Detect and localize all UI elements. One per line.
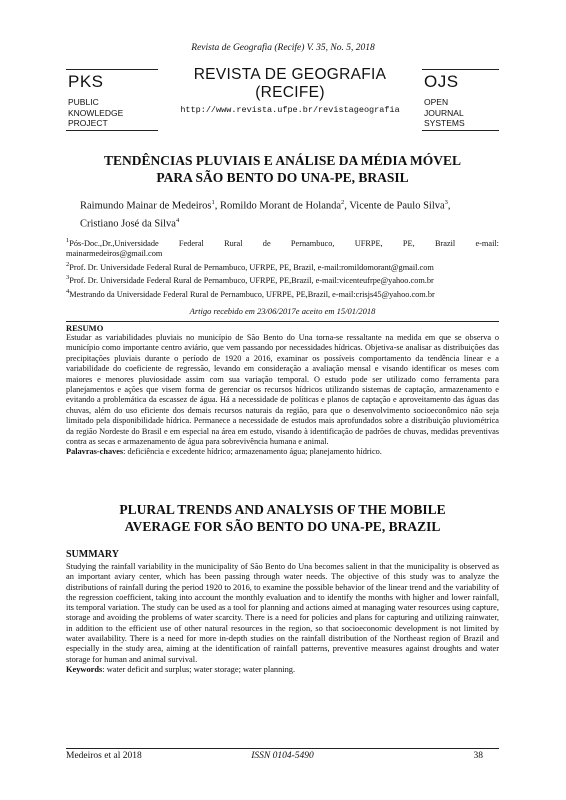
page-number: 38 [473, 751, 483, 761]
affiliation-sup: 2 [66, 260, 70, 268]
author-name: Raimundo Mainar de Medeiros [80, 200, 212, 212]
journal-header [66, 62, 499, 138]
footer-issn: ISSN 0104-5490 [251, 751, 314, 761]
summary-body [66, 562, 499, 675]
keywords-pt-label: Palavras-chaves [66, 447, 124, 457]
summary-text: Studying the rainfall variability in the municipality of São Bento do Una becomes salient in that the municipality is observed as an important aviary center, which has been passing through water needs. The objective of this study was to analyze the distributions of rainfall during the period 1920 to 2016, to examine the possible behavior of the linear trend and the variability of the regression coefficient, taking into account the monthly evaluation and to identify the months with higher and lower rainfall, its temporal variation. The study can be used as a tool for planning and actions aimed at managing water resources using capture, storage and avoiding the problems of water scarcity. There is a need for policies and plans for capturing and utilizing rainwater, in addition to the efficient use of other natural resources in the region, so that socioeconomic development is not limited by water availability. There is a need for more in-depth studies on the rainfall distribution of the Northeast region of Brazil and especially in the study area, aiming at the identification of rainfall patterns, preventive measures against droughts and water storage for human and animal survival. [66, 562, 499, 664]
author-sup: 2 [341, 199, 345, 206]
keywords-en-label: Keywords [66, 664, 103, 674]
summary-heading: SUMMARY [66, 549, 119, 560]
journal-title-line2: (RECIFE) [255, 84, 325, 101]
affiliation-1-line2: mainarmedeiros@gmail.com [66, 249, 163, 259]
author-sup: 4 [175, 216, 180, 224]
affiliation-sup: 1 [66, 237, 70, 244]
pks-logo: PKS [68, 72, 104, 91]
article-title-pt-line2: PARA SÃO BENTO DO UNA-PE, BRASIL [156, 170, 409, 185]
affiliation-4 [66, 287, 499, 300]
resumo-divider [66, 321, 499, 322]
author-separator: , [214, 200, 221, 212]
author-sup: 1 [211, 199, 215, 206]
journal-url-link[interactable]: http://www.revista.ufpe.br/revistageografia [180, 105, 400, 115]
affiliation-text: Pós-Doc.,Dr.,Universidade Federal Rural de Pernambuco, UFRPE, PE, Brazil e-mail: [69, 238, 499, 248]
ojs-caption: OPEN JOURNAL SYSTEMS [424, 97, 465, 128]
author-name: Romildo Morant de Holanda [220, 200, 342, 212]
footer-author: Medeiros et al 2018 [66, 751, 142, 761]
keywords-en: : water deficit and surplus; water storage; water planning. [102, 664, 296, 674]
footer-divider [66, 748, 499, 749]
article-title-en [66, 501, 499, 535]
received-date: Artigo recebido em 23/06/2017e aceito em 15/01/2018 [189, 306, 376, 316]
affiliation-sup: 3 [66, 274, 70, 282]
journal-title-line1: REVISTA DE GEOGRAFIA [193, 66, 387, 83]
author-list [80, 196, 490, 231]
affiliation-2 [66, 260, 499, 273]
affiliation-text: Prof. Dr. Universidade Federal Rural de Pernambuco, UFRPE, PE,Brazil, e-mail:vicenteufrpe@yahoo.com.br [69, 276, 434, 286]
author-sup: 3 [444, 199, 448, 206]
ojs-logo: OJS [424, 72, 459, 91]
affiliation-1-line1 [66, 236, 499, 249]
article-title-pt-line1: TENDÊNCIAS PLUVIAIS E ANÁLISE DA MÉDIA MÓVEL [103, 153, 462, 168]
affiliation-text: Prof. Dr. Universidade Federal Rural de Pernambuco, UFRPE, PE, Brazil, e-mail:romildomorant@gmail.com [69, 262, 434, 272]
author-separator: , [447, 200, 451, 212]
article-title-en-line2: AVERAGE FOR SÃO BENTO DO UNA-PE, BRAZIL [124, 519, 441, 534]
author-separator: , [344, 200, 350, 212]
resumo-body [66, 333, 499, 458]
affiliation-text: Mestrando da Universidade Federal Rural de Pernambuco, UFRPE, PE,Brazil, e-mail:crisjs45@yahoo.com.br [69, 289, 435, 299]
pks-logo-box [66, 69, 158, 131]
affiliations [66, 236, 499, 300]
article-title-pt [66, 152, 499, 186]
affiliation-3 [66, 273, 499, 286]
resumo-heading: RESUMO [66, 323, 104, 333]
article-title-en-line1: PLURAL TRENDS AND ANALYSIS OF THE MOBILE [119, 502, 446, 517]
resumo-text: Estudar as variabilidades pluviais no município de São Bento do Una torna-se ressaltante na medida em que se observa o município como importante centro aviário, que vem passando por necessidades hídricas. Objetiva-se analisar as distribuições das precipitações pluviais durante o período de 1920 a 2016, examinar os possíveis comportamento da tendência linear e a variabilidade do coeficiente de regressão, levando em consideração a avaliação mensal e visando identificar os meses com maiores e menores pluviosidade assim com sua variação temporal. O estudo pode ser utilizado como ferramenta para planejamentos e ações que visem forma de gerenciar os recursos hídricos utilizando sistemas de captação, armazenamento e evitando a problemática da escassez de água. Há a necessidade de políticas e planos de captação e aproveitamento das águas das chuvas, além do uso eficiente dos demais recursos naturais da região, para que o desenvolvimento socioeconômico não seja limitado pela disponibilidade hídrica. Permanece a necessidade de estudos mais aprofundados sobre a distribuição pluviométrica da região Nordeste do Brasil e em especial na área em estudo, visando à identificação de padrões de chuvas, medidas preventivas contra as secas e armazenamento de água para sobrevivência humana e animal. [66, 333, 499, 447]
author-name: Cristiano José da Silva [80, 218, 176, 229]
affiliation-sup: 4 [66, 287, 70, 295]
ojs-logo-box [422, 69, 499, 131]
journal-citation: Revista de Geografia (Recife) V. 35, No. 5, 2018 [191, 43, 375, 53]
journal-title-block [158, 66, 422, 115]
author-name: Vicente de Paulo Silva [349, 200, 445, 212]
keywords-pt: : deficiência e excedente hídrico; armazenamento água; planejamento hídrico. [123, 447, 382, 457]
pks-caption: PUBLIC KNOWLEDGE PROJECT [68, 97, 124, 128]
